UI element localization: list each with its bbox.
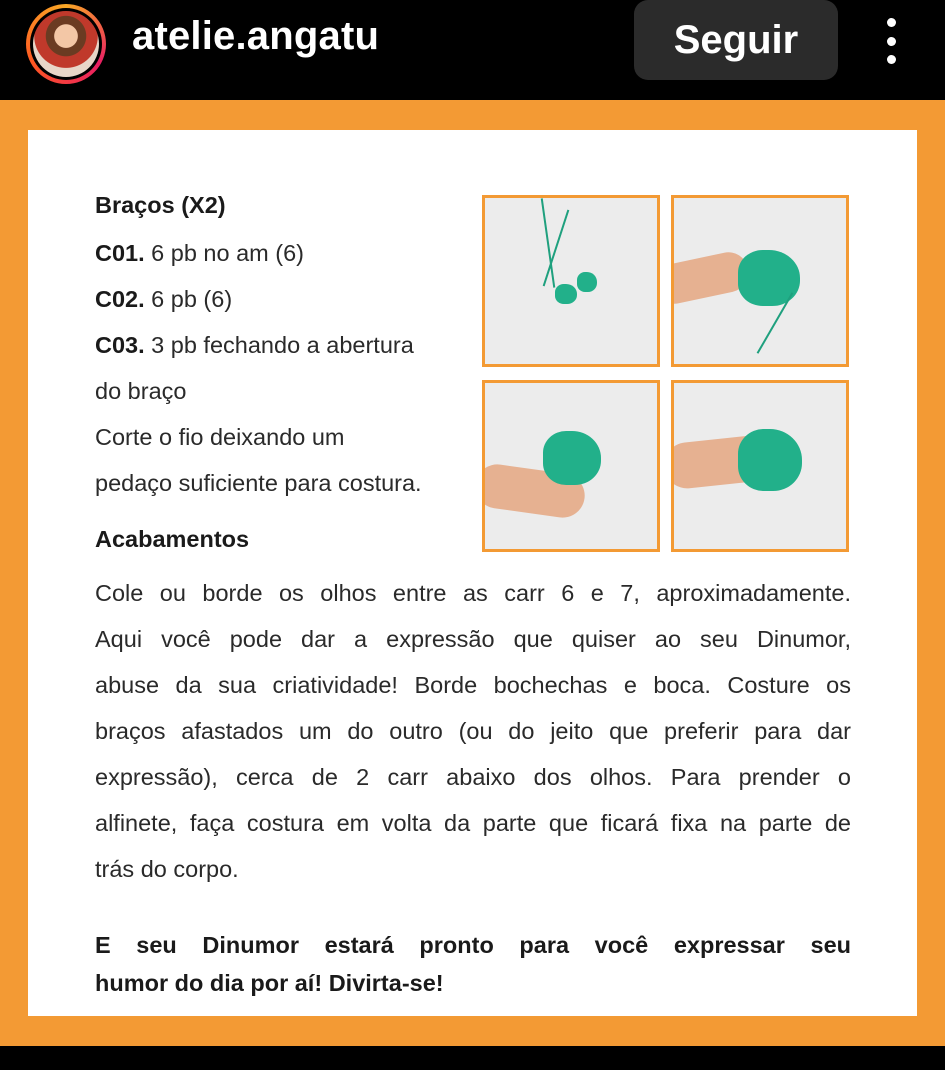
cut-note-line1: Corte o fio deixando um xyxy=(95,424,345,450)
finishing-line: abuse da sua criatividade! Borde bochechas e boca. Costure os xyxy=(95,672,851,698)
finishing-title: Acabamentos xyxy=(95,526,250,552)
crochet-dino xyxy=(738,429,802,491)
crochet-arm-piece xyxy=(577,272,597,292)
avatar-photo xyxy=(33,11,99,77)
row-code: C03. xyxy=(95,332,145,358)
cut-note-line2: pedaço suficiente para costura. xyxy=(95,470,422,496)
finishing-line: alfinete, faça costura em volta da parte que ficará fixa na parte de xyxy=(95,810,851,836)
finishing-instructions xyxy=(95,570,851,892)
yarn-strand xyxy=(543,210,570,287)
finishing-line: braços afastados um do outro (ou do jeito que preferir para dar xyxy=(95,718,851,744)
finishing-line: expressão), cerca de 2 carr abaixo dos olhos. Para prender o xyxy=(95,764,851,790)
row-text: 3 pb fechando a abertura xyxy=(144,332,414,358)
post-header xyxy=(0,0,945,100)
crochet-dino xyxy=(543,431,601,485)
arms-instructions xyxy=(95,230,475,506)
follow-button[interactable]: Seguir xyxy=(634,0,838,80)
finishing-line: Cole ou borde os olhos entre as carr 6 e 7, aproximadamente. xyxy=(95,580,851,606)
closing-line: E seu Dinumor estará pronto para você expressar seu xyxy=(95,932,851,958)
row-c03 xyxy=(95,322,475,368)
avatar-ring-gap xyxy=(30,8,102,80)
row-text: 6 pb (6) xyxy=(144,286,233,312)
row-c03-continuation: do braço xyxy=(95,378,187,404)
pattern-card xyxy=(28,130,917,1016)
profile-avatar[interactable] xyxy=(26,4,106,84)
row-code: C01. xyxy=(95,240,145,266)
photo-arms-pieces xyxy=(482,195,660,367)
photo-holding-piece xyxy=(482,380,660,552)
arms-section-title: Braços (X2) xyxy=(95,192,226,218)
closing-message xyxy=(95,926,851,1002)
username-link[interactable]: atelie.angatu xyxy=(132,14,380,58)
more-options-icon[interactable] xyxy=(876,18,906,64)
post-image-frame xyxy=(0,100,945,1046)
row-c01 xyxy=(95,230,475,276)
photo-finished-dino xyxy=(671,380,849,552)
row-code: C02. xyxy=(95,286,145,312)
finishing-line: Aqui você pode dar a expressão que quiser ao seu Dinumor, xyxy=(95,626,851,652)
photo-sewing-arm xyxy=(671,195,849,367)
closing-line: humor do dia por aí! Divirta-se! xyxy=(95,970,444,996)
bottom-bar xyxy=(0,1046,945,1070)
row-c02 xyxy=(95,276,475,322)
finishing-line: trás do corpo. xyxy=(95,856,239,882)
crochet-arm-piece xyxy=(555,284,577,304)
row-text: 6 pb no am (6) xyxy=(144,240,304,266)
